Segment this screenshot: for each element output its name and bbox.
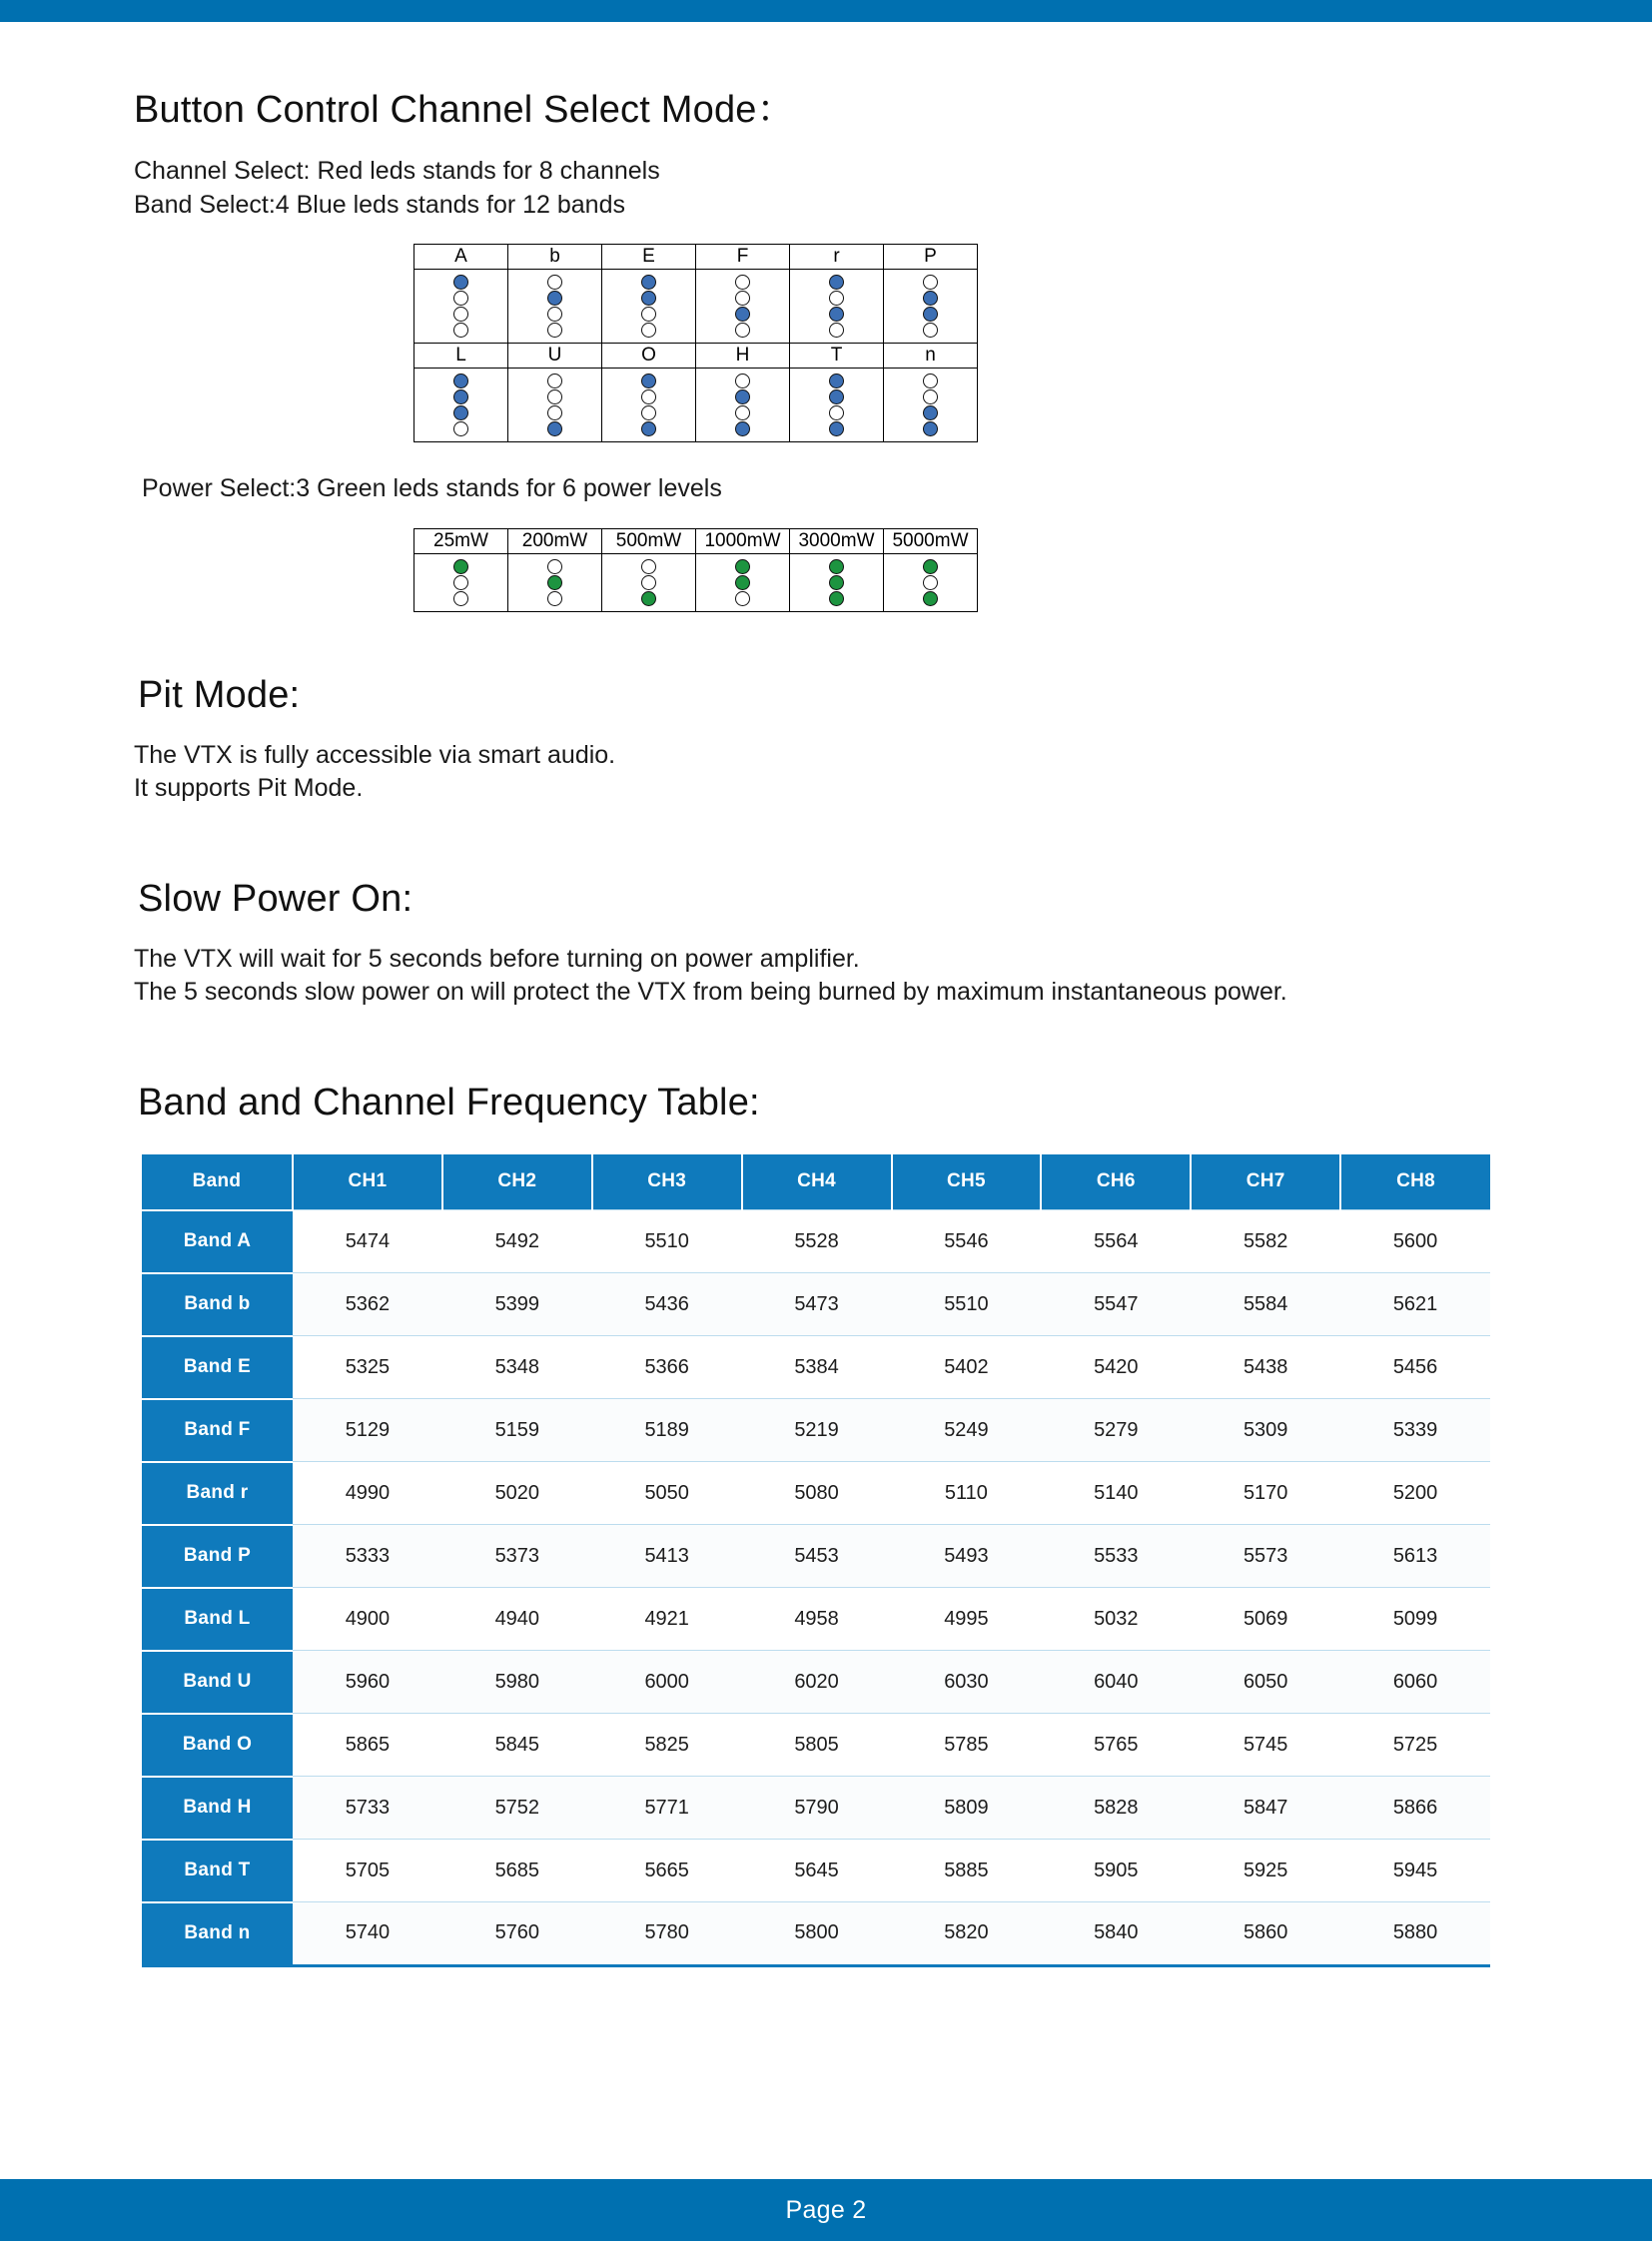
led-dot-off-icon (829, 291, 844, 306)
frequency-value-cell: 5189 (592, 1399, 742, 1462)
led-dot-off-icon (547, 374, 562, 388)
frequency-value-cell: 5309 (1191, 1399, 1340, 1462)
frequency-value-cell: 6040 (1041, 1651, 1191, 1714)
led-dot-off-icon (641, 307, 656, 322)
led-dot-stack (414, 275, 507, 338)
frequency-value-cell: 5771 (592, 1777, 742, 1840)
led-dot-on-icon (923, 405, 938, 420)
led-dot-cell (414, 553, 508, 611)
led-dot-off-icon (829, 323, 844, 338)
led-dot-stack (696, 374, 789, 436)
led-dot-stack (414, 374, 507, 436)
led-header-row (414, 528, 978, 553)
frequency-value-cell: 5866 (1340, 1777, 1490, 1840)
led-header-row (414, 344, 978, 369)
frequency-value-cell: 5325 (293, 1336, 442, 1399)
led-dot-off-icon (735, 291, 750, 306)
led-column-label: 200mW (508, 528, 602, 553)
frequency-table-title: Band and Channel Frequency Table: (138, 1081, 760, 1123)
frequency-value-cell: 5020 (442, 1462, 592, 1525)
led-dot-stack (884, 374, 977, 436)
led-column-label: H (696, 344, 790, 369)
led-column-label: 1000mW (696, 528, 790, 553)
frequency-value-cell: 5249 (892, 1399, 1042, 1462)
led-dot-off-icon (829, 405, 844, 420)
frequency-value-cell: 5645 (742, 1840, 892, 1902)
frequency-value-cell: 4921 (592, 1588, 742, 1651)
led-dot-cell (508, 553, 602, 611)
table-row (142, 1462, 1490, 1525)
table-row (142, 1902, 1490, 1964)
frequency-value-cell: 5960 (293, 1651, 442, 1714)
band-label-cell: Band A (142, 1210, 293, 1273)
led-dot-off-icon (453, 291, 468, 306)
led-dot-on-icon (829, 389, 844, 404)
led-dot-off-icon (641, 323, 656, 338)
frequency-value-cell: 6020 (742, 1651, 892, 1714)
led-dot-cell (696, 270, 790, 344)
led-dot-off-icon (547, 559, 562, 574)
table-row (142, 1840, 1490, 1902)
led-dot-off-icon (453, 323, 468, 338)
led-dot-stack (508, 374, 601, 436)
frequency-value-cell: 5685 (442, 1840, 592, 1902)
led-column-label: n (884, 344, 978, 369)
led-dot-on-icon (453, 559, 468, 574)
led-dot-on-icon (641, 421, 656, 436)
frequency-value-cell: 5905 (1041, 1840, 1191, 1902)
frequency-value-cell: 5362 (293, 1273, 442, 1336)
frequency-value-cell: 5438 (1191, 1336, 1340, 1399)
led-dot-cell (602, 553, 696, 611)
frequency-value-cell: 5219 (742, 1399, 892, 1462)
led-dot-off-icon (641, 405, 656, 420)
led-dot-on-icon (829, 575, 844, 590)
frequency-value-cell: 5402 (892, 1336, 1042, 1399)
frequency-value-cell: 5780 (592, 1902, 742, 1964)
led-dot-off-icon (923, 389, 938, 404)
frequency-value-cell: 5820 (892, 1902, 1042, 1964)
led-column-label: 5000mW (884, 528, 978, 553)
frequency-value-cell: 5564 (1041, 1210, 1191, 1273)
frequency-value-cell: 5110 (892, 1462, 1042, 1525)
band-led-diagram (413, 244, 1652, 442)
led-dot-off-icon (453, 307, 468, 322)
led-dot-stack (790, 559, 883, 606)
frequency-column-header: CH4 (742, 1154, 892, 1210)
frequency-value-cell: 5600 (1340, 1210, 1490, 1273)
top-accent-bar (0, 0, 1652, 22)
led-dot-cell (508, 369, 602, 442)
frequency-value-cell: 5493 (892, 1525, 1042, 1588)
band-select-text: Band Select:4 Blue leds stands for 12 bands (134, 190, 625, 219)
frequency-value-cell: 5733 (293, 1777, 442, 1840)
frequency-value-cell: 5140 (1041, 1462, 1191, 1525)
frequency-value-cell: 5333 (293, 1525, 442, 1588)
table-row (142, 1336, 1490, 1399)
led-dot-on-icon (641, 591, 656, 606)
frequency-value-cell: 5865 (293, 1714, 442, 1777)
frequency-value-cell: 5436 (592, 1273, 742, 1336)
frequency-value-cell: 5945 (1340, 1840, 1490, 1902)
table-row (142, 1399, 1490, 1462)
led-dot-stack (790, 275, 883, 338)
led-column-label: 25mW (414, 528, 508, 553)
pit-mode-line-1: The VTX is fully accessible via smart audio. (134, 740, 616, 769)
band-label-cell: Band L (142, 1588, 293, 1651)
led-dot-on-icon (641, 275, 656, 290)
frequency-column-header: Band (142, 1154, 293, 1210)
slow-power-on-line-2: The 5 seconds slow power on will protect the VTX from being burned by maximum instantaneous power. (134, 978, 1287, 1006)
led-dot-off-icon (923, 275, 938, 290)
frequency-value-cell: 5339 (1340, 1399, 1490, 1462)
band-label-cell: Band U (142, 1651, 293, 1714)
led-dot-on-icon (735, 389, 750, 404)
power-select-text: Power Select:3 Green leds stands for 6 power levels (142, 474, 722, 502)
led-dot-on-icon (829, 559, 844, 574)
led-dot-stack (414, 559, 507, 606)
led-dots-row (414, 369, 978, 442)
led-dot-stack (602, 275, 695, 338)
led-dot-cell (508, 270, 602, 344)
frequency-value-cell: 5582 (1191, 1210, 1340, 1273)
led-dot-off-icon (641, 389, 656, 404)
led-dot-off-icon (641, 575, 656, 590)
frequency-value-cell: 5847 (1191, 1777, 1340, 1840)
frequency-value-cell: 5533 (1041, 1525, 1191, 1588)
frequency-column-header: CH8 (1340, 1154, 1490, 1210)
led-dot-cell (414, 369, 508, 442)
page-body (0, 22, 1652, 1967)
led-dot-on-icon (547, 575, 562, 590)
led-column-label: r (790, 245, 884, 270)
led-dot-off-icon (923, 323, 938, 338)
led-dot-stack (696, 275, 789, 338)
led-dot-stack (884, 275, 977, 338)
led-dot-cell (790, 369, 884, 442)
led-dot-off-icon (735, 405, 750, 420)
frequency-value-cell: 5805 (742, 1714, 892, 1777)
pit-mode-title: Pit Mode: (138, 673, 301, 716)
frequency-value-cell: 5800 (742, 1902, 892, 1964)
led-dot-on-icon (923, 559, 938, 574)
led-dot-on-icon (923, 421, 938, 436)
led-dot-cell (414, 270, 508, 344)
frequency-value-cell: 5752 (442, 1777, 592, 1840)
frequency-value-cell: 5613 (1340, 1525, 1490, 1588)
led-dot-off-icon (547, 405, 562, 420)
frequency-value-cell: 4990 (293, 1462, 442, 1525)
frequency-value-cell: 5547 (1041, 1273, 1191, 1336)
band-label-cell: Band T (142, 1840, 293, 1902)
led-dot-on-icon (453, 374, 468, 388)
led-dot-off-icon (547, 275, 562, 290)
frequency-table-header-row (142, 1154, 1490, 1210)
led-dot-off-icon (453, 575, 468, 590)
frequency-value-cell: 5080 (742, 1462, 892, 1525)
led-column-label: 3000mW (790, 528, 884, 553)
frequency-value-cell: 5050 (592, 1462, 742, 1525)
frequency-value-cell: 5492 (442, 1210, 592, 1273)
led-dot-on-icon (829, 374, 844, 388)
frequency-value-cell: 4958 (742, 1588, 892, 1651)
frequency-value-cell: 5384 (742, 1336, 892, 1399)
frequency-value-cell: 5573 (1191, 1525, 1340, 1588)
led-dot-stack (790, 374, 883, 436)
slow-power-on-title: Slow Power On: (138, 877, 413, 920)
frequency-table (142, 1154, 1490, 1964)
led-column-label: T (790, 344, 884, 369)
led-dot-cell (696, 553, 790, 611)
led-dot-on-icon (923, 307, 938, 322)
led-column-label: 500mW (602, 528, 696, 553)
frequency-value-cell: 5745 (1191, 1714, 1340, 1777)
band-label-cell: Band F (142, 1399, 293, 1462)
frequency-column-header: CH2 (442, 1154, 592, 1210)
table-row (142, 1588, 1490, 1651)
led-dot-on-icon (547, 421, 562, 436)
frequency-value-cell: 6050 (1191, 1651, 1340, 1714)
led-dot-on-icon (641, 291, 656, 306)
frequency-table-border (142, 1154, 1490, 1967)
led-dot-on-icon (735, 307, 750, 322)
led-dot-cell (790, 553, 884, 611)
led-column-label: b (508, 245, 602, 270)
frequency-column-header: CH1 (293, 1154, 442, 1210)
led-dot-cell (790, 270, 884, 344)
led-column-label: L (414, 344, 508, 369)
frequency-value-cell: 5069 (1191, 1588, 1340, 1651)
led-column-label: A (414, 245, 508, 270)
led-dot-off-icon (547, 591, 562, 606)
frequency-value-cell: 5366 (592, 1336, 742, 1399)
frequency-value-cell: 5474 (293, 1210, 442, 1273)
led-dot-on-icon (923, 291, 938, 306)
frequency-value-cell: 5880 (1340, 1902, 1490, 1964)
led-dot-off-icon (547, 389, 562, 404)
frequency-value-cell: 5453 (742, 1525, 892, 1588)
frequency-value-cell: 4995 (892, 1588, 1042, 1651)
led-column-label: P (884, 245, 978, 270)
led-dot-off-icon (547, 323, 562, 338)
led-dots-row (414, 553, 978, 611)
band-label-cell: Band H (142, 1777, 293, 1840)
led-dot-off-icon (453, 421, 468, 436)
frequency-value-cell: 5740 (293, 1902, 442, 1964)
channel-select-text: Channel Select: Red leds stands for 8 channels (134, 157, 660, 185)
frequency-value-cell: 5840 (1041, 1902, 1191, 1964)
frequency-value-cell: 5473 (742, 1273, 892, 1336)
frequency-value-cell: 5785 (892, 1714, 1042, 1777)
frequency-value-cell: 5809 (892, 1777, 1042, 1840)
led-column-label: F (696, 245, 790, 270)
frequency-value-cell: 5032 (1041, 1588, 1191, 1651)
frequency-value-cell: 5399 (442, 1273, 592, 1336)
frequency-value-cell: 5584 (1191, 1273, 1340, 1336)
led-dot-on-icon (829, 421, 844, 436)
frequency-value-cell: 5790 (742, 1777, 892, 1840)
frequency-value-cell: 5705 (293, 1840, 442, 1902)
led-dot-cell (696, 369, 790, 442)
led-dot-on-icon (735, 575, 750, 590)
led-dot-on-icon (453, 275, 468, 290)
led-dot-on-icon (735, 421, 750, 436)
frequency-value-cell: 4940 (442, 1588, 592, 1651)
frequency-table-wrapper (142, 1154, 1490, 1967)
table-row (142, 1210, 1490, 1273)
power-led-table (413, 528, 978, 612)
led-header-row (414, 245, 978, 270)
table-row (142, 1714, 1490, 1777)
led-dots-row (414, 270, 978, 344)
led-dot-off-icon (547, 307, 562, 322)
frequency-value-cell: 5348 (442, 1336, 592, 1399)
frequency-value-cell: 5129 (293, 1399, 442, 1462)
led-dot-on-icon (735, 559, 750, 574)
frequency-value-cell: 5725 (1340, 1714, 1490, 1777)
frequency-value-cell: 5760 (442, 1902, 592, 1964)
frequency-value-cell: 5621 (1340, 1273, 1490, 1336)
frequency-column-header: CH7 (1191, 1154, 1340, 1210)
led-dot-off-icon (923, 374, 938, 388)
led-dot-stack (508, 559, 601, 606)
led-dot-stack (602, 559, 695, 606)
table-row (142, 1525, 1490, 1588)
frequency-value-cell: 5845 (442, 1714, 592, 1777)
led-dot-cell (884, 369, 978, 442)
frequency-value-cell: 6030 (892, 1651, 1042, 1714)
band-label-cell: Band E (142, 1336, 293, 1399)
led-dot-cell (602, 369, 696, 442)
frequency-value-cell: 5765 (1041, 1714, 1191, 1777)
led-dot-off-icon (735, 275, 750, 290)
frequency-value-cell: 5510 (892, 1273, 1042, 1336)
band-label-cell: Band n (142, 1902, 293, 1964)
led-dot-on-icon (829, 591, 844, 606)
led-dot-on-icon (829, 307, 844, 322)
frequency-value-cell: 6060 (1340, 1651, 1490, 1714)
led-dot-on-icon (641, 374, 656, 388)
frequency-value-cell: 5170 (1191, 1462, 1340, 1525)
led-dot-cell (602, 270, 696, 344)
slow-power-on-line-1: The VTX will wait for 5 seconds before turning on power amplifier. (134, 944, 860, 973)
led-dot-on-icon (829, 275, 844, 290)
frequency-value-cell: 5373 (442, 1525, 592, 1588)
frequency-value-cell: 5413 (592, 1525, 742, 1588)
frequency-value-cell: 5159 (442, 1399, 592, 1462)
page-footer (0, 2179, 1652, 2241)
content-column (0, 78, 1652, 1967)
button-control-title: Button Control Channel Select Mode： (134, 89, 795, 131)
led-column-label: O (602, 344, 696, 369)
table-row (142, 1651, 1490, 1714)
band-label-cell: Band r (142, 1462, 293, 1525)
led-dot-stack (602, 374, 695, 436)
band-label-cell: Band b (142, 1273, 293, 1336)
frequency-column-header: CH6 (1041, 1154, 1191, 1210)
led-dot-off-icon (735, 591, 750, 606)
led-dot-on-icon (547, 291, 562, 306)
led-dot-on-icon (453, 405, 468, 420)
table-row (142, 1273, 1490, 1336)
band-label-cell: Band O (142, 1714, 293, 1777)
frequency-value-cell: 4900 (293, 1588, 442, 1651)
frequency-column-header: CH3 (592, 1154, 742, 1210)
led-dot-on-icon (453, 389, 468, 404)
led-dot-off-icon (923, 575, 938, 590)
frequency-value-cell: 5885 (892, 1840, 1042, 1902)
frequency-value-cell: 5456 (1340, 1336, 1490, 1399)
frequency-value-cell: 5420 (1041, 1336, 1191, 1399)
page-number-label: Page 2 (785, 2195, 867, 2224)
band-label-cell: Band P (142, 1525, 293, 1588)
frequency-value-cell: 6000 (592, 1651, 742, 1714)
led-dot-cell (884, 553, 978, 611)
led-dot-off-icon (453, 591, 468, 606)
frequency-value-cell: 5099 (1340, 1588, 1490, 1651)
led-dot-stack (884, 559, 977, 606)
power-led-diagram (413, 528, 1652, 612)
led-column-label: E (602, 245, 696, 270)
led-dot-on-icon (923, 591, 938, 606)
led-dot-stack (508, 275, 601, 338)
led-dot-stack (696, 559, 789, 606)
led-dot-off-icon (735, 374, 750, 388)
frequency-value-cell: 5200 (1340, 1462, 1490, 1525)
led-dot-cell (884, 270, 978, 344)
frequency-value-cell: 5980 (442, 1651, 592, 1714)
pit-mode-line-2: It supports Pit Mode. (134, 774, 364, 802)
band-led-table (413, 244, 978, 442)
frequency-value-cell: 5925 (1191, 1840, 1340, 1902)
frequency-value-cell: 5860 (1191, 1902, 1340, 1964)
table-row (142, 1777, 1490, 1840)
led-dot-off-icon (641, 559, 656, 574)
frequency-value-cell: 5546 (892, 1210, 1042, 1273)
frequency-column-header: CH5 (892, 1154, 1042, 1210)
frequency-value-cell: 5528 (742, 1210, 892, 1273)
frequency-value-cell: 5665 (592, 1840, 742, 1902)
frequency-value-cell: 5279 (1041, 1399, 1191, 1462)
led-dot-off-icon (735, 323, 750, 338)
frequency-value-cell: 5828 (1041, 1777, 1191, 1840)
led-column-label: U (508, 344, 602, 369)
frequency-value-cell: 5510 (592, 1210, 742, 1273)
frequency-value-cell: 5825 (592, 1714, 742, 1777)
